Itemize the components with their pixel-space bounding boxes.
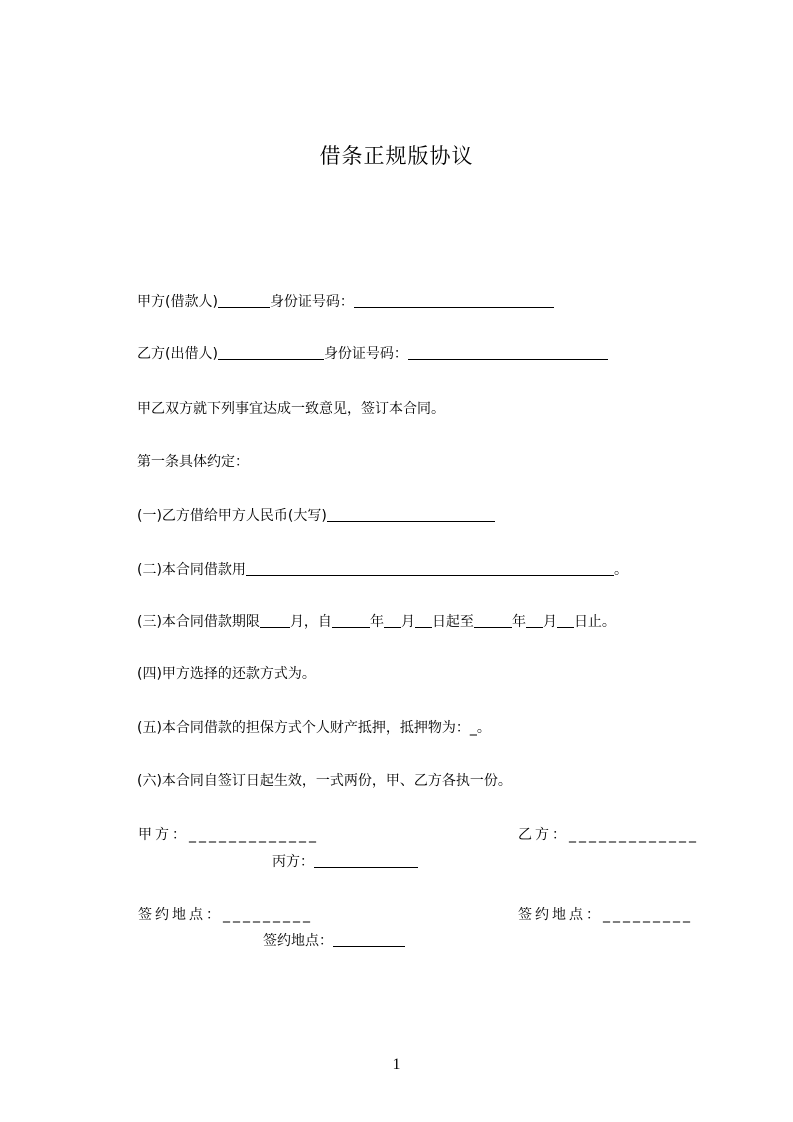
end-month-blank[interactable] — [526, 613, 543, 628]
clause-3-part-5: 日起至 — [431, 614, 474, 630]
clause-2-text: (二)本合同借款用 — [137, 562, 246, 578]
start-month-blank[interactable] — [384, 613, 401, 628]
party-b-name-blank[interactable] — [218, 345, 324, 360]
intro-paragraph: 甲乙双方就下列事宜达成一致意见，签订本合同。 — [137, 401, 445, 417]
signing-place-b[interactable]: 签约地点：_________ — [518, 907, 693, 923]
end-year-blank[interactable] — [474, 613, 512, 628]
party-c-label: 丙方： — [272, 854, 314, 870]
signature-party-a[interactable]: 甲方：_____________ — [138, 827, 319, 843]
clause-3-part-2: 月，自 — [289, 614, 332, 630]
clause-1-text: (一)乙方借给甲方人民币(大写) — [137, 508, 327, 524]
signing-place-a[interactable]: 签约地点：_________ — [138, 907, 313, 923]
clause-2 — [137, 561, 628, 579]
party-a-line — [137, 293, 554, 311]
party-b-id-blank[interactable] — [408, 345, 608, 360]
party-a-label: 甲方(借款人) — [137, 294, 218, 310]
start-day-blank[interactable] — [415, 613, 432, 628]
clause-3-part-6: 年 — [511, 614, 526, 630]
loan-purpose-blank[interactable] — [246, 561, 614, 576]
signature-party-c — [272, 853, 418, 871]
party-c-blank[interactable] — [314, 853, 418, 868]
clause-5: (五)本合同借款的担保方式个人财产抵押，抵押物为：_。 — [137, 720, 491, 736]
end-day-blank[interactable] — [557, 613, 574, 628]
clause-3-part-7: 月 — [542, 614, 557, 630]
clause-3-part-8: 日止。 — [573, 614, 616, 630]
term-months-blank[interactable] — [260, 613, 290, 628]
signature-party-b[interactable]: 乙方：_____________ — [518, 827, 699, 843]
clause-3-part-1: (三)本合同借款期限 — [137, 614, 260, 630]
signing-place-c — [263, 932, 405, 950]
party-b-line — [137, 345, 608, 363]
place-c-label: 签约地点： — [263, 933, 333, 949]
loan-amount-blank[interactable] — [327, 507, 495, 522]
clause-3 — [137, 613, 616, 631]
clause-4: (四)甲方选择的还款方式为。 — [137, 666, 316, 682]
start-year-blank[interactable] — [332, 613, 370, 628]
party-b-label: 乙方(出借人) — [137, 346, 218, 362]
party-a-id-blank[interactable] — [354, 293, 554, 308]
clause-6: (六)本合同自签订日起生效，一式两份，甲、乙方各执一份。 — [137, 773, 512, 789]
place-c-blank[interactable] — [333, 932, 405, 947]
article-1-heading: 第一条具体约定： — [137, 454, 249, 470]
document-title: 借条正规版协议 — [319, 144, 474, 168]
party-b-id-label: 身份证号码： — [323, 346, 408, 362]
clause-2-end: 。 — [613, 562, 628, 578]
party-a-id-label: 身份证号码： — [269, 294, 354, 310]
clause-1 — [137, 507, 495, 525]
party-a-name-blank[interactable] — [218, 293, 270, 308]
page-number: 1 — [392, 1056, 401, 1073]
clause-3-part-4: 月 — [400, 614, 415, 630]
clause-3-part-3: 年 — [369, 614, 384, 630]
